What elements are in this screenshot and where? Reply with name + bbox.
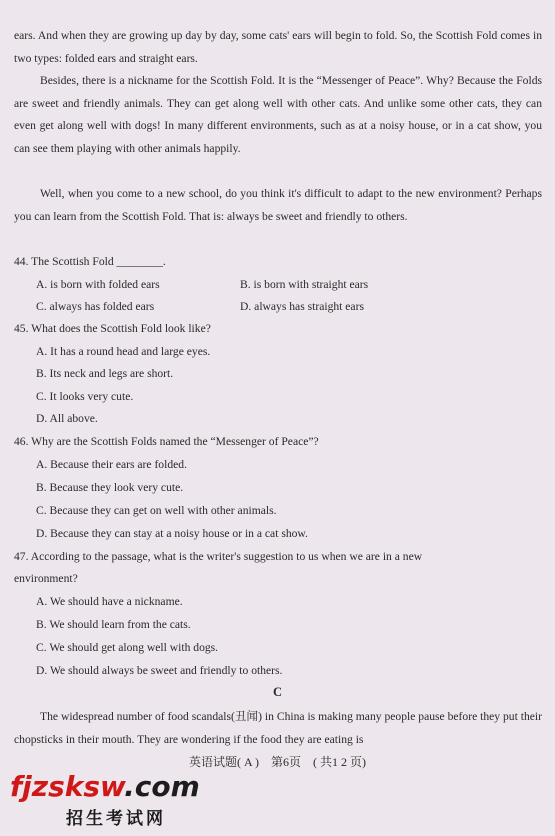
question-46-option-b: B. Because they look very cute.: [36, 481, 184, 494]
question-44-option-c: C. always has folded ears: [36, 300, 155, 313]
question-44-option-a: A. is born with folded ears: [36, 278, 160, 291]
question-47-stem-line-1: 47. According to the passage, what is the writer's suggestion to us when we are in a new: [14, 550, 423, 563]
question-47-option-a: A. We should have a nickname.: [36, 595, 183, 608]
question-45-option-a: A. It has a round head and large eyes.: [36, 345, 211, 358]
question-47-option-b: B. We should learn from the cats.: [36, 618, 191, 631]
question-44-option-b: B. is born with straight ears: [240, 278, 369, 291]
site-tagline: 招生考试网: [66, 809, 166, 829]
question-47-stem-line-2: environment?: [14, 572, 78, 585]
passage-paragraph-2: Besides, there is a nickname for the Scottish Fold. It is the “Messenger of Peace”. Why? Because the Folds are sweet and friendly animals. They can get along well with other cats. And unlike some other cats, they can even get along well with dogs! In many different environments, such as at a noisy house, or in a cat show, you can see them playing with other animals happily.: [14, 74, 542, 155]
question-46-stem: 46. Why are the Scottish Folds named the “Messenger of Peace”?: [14, 435, 319, 448]
site-logo-text: [10, 770, 200, 803]
question-44-stem: 44. The Scottish Fold ________.: [14, 255, 166, 268]
question-45-option-d: D. All above.: [36, 412, 98, 425]
question-45-option-c: C. It looks very cute.: [36, 390, 134, 403]
site-logo-dark: .com: [124, 770, 200, 803]
section-heading: C: [272, 685, 283, 699]
question-45-option-b: B. Its neck and legs are short.: [36, 367, 174, 380]
question-47-option-d: D. We should always be sweet and friendly to others.: [36, 664, 283, 677]
question-46-option-c: C. Because they can get on well with other animals.: [36, 504, 277, 517]
question-45-stem: 45. What does the Scottish Fold look like?: [14, 322, 211, 335]
page-footer: 英语试题( A ) 第6页 ( 共1 2 页): [189, 755, 366, 769]
question-46-option-d: D. Because they can stay at a noisy house or in a cat show.: [36, 527, 308, 540]
site-logo-red: fjzsksw: [10, 770, 125, 803]
passage-paragraph-1: ears. And when they are growing up day by day, some cats' ears will begin to fold. So, the Scottish Fold comes in two types: folded ears and straight ears.: [14, 29, 542, 65]
site-watermark-logo: [10, 770, 210, 830]
passage-paragraph-3: Well, when you come to a new school, do you think it's difficult to adapt to the new environment? Perhaps you can learn from the Scottish Fold. That is: always be sweet and friendly to others.: [14, 187, 542, 223]
question-44-option-d: D. always has straight ears: [240, 300, 364, 313]
question-46-option-a: A. Because their ears are folded.: [36, 458, 187, 471]
question-47-option-c: C. We should get along well with dogs.: [36, 641, 219, 654]
section-c-intro: The widespread number of food scandals(丑闻) in China is making many people pause before they put their chopsticks in their mouth. They are wondering if the food they are eating is: [14, 710, 542, 746]
